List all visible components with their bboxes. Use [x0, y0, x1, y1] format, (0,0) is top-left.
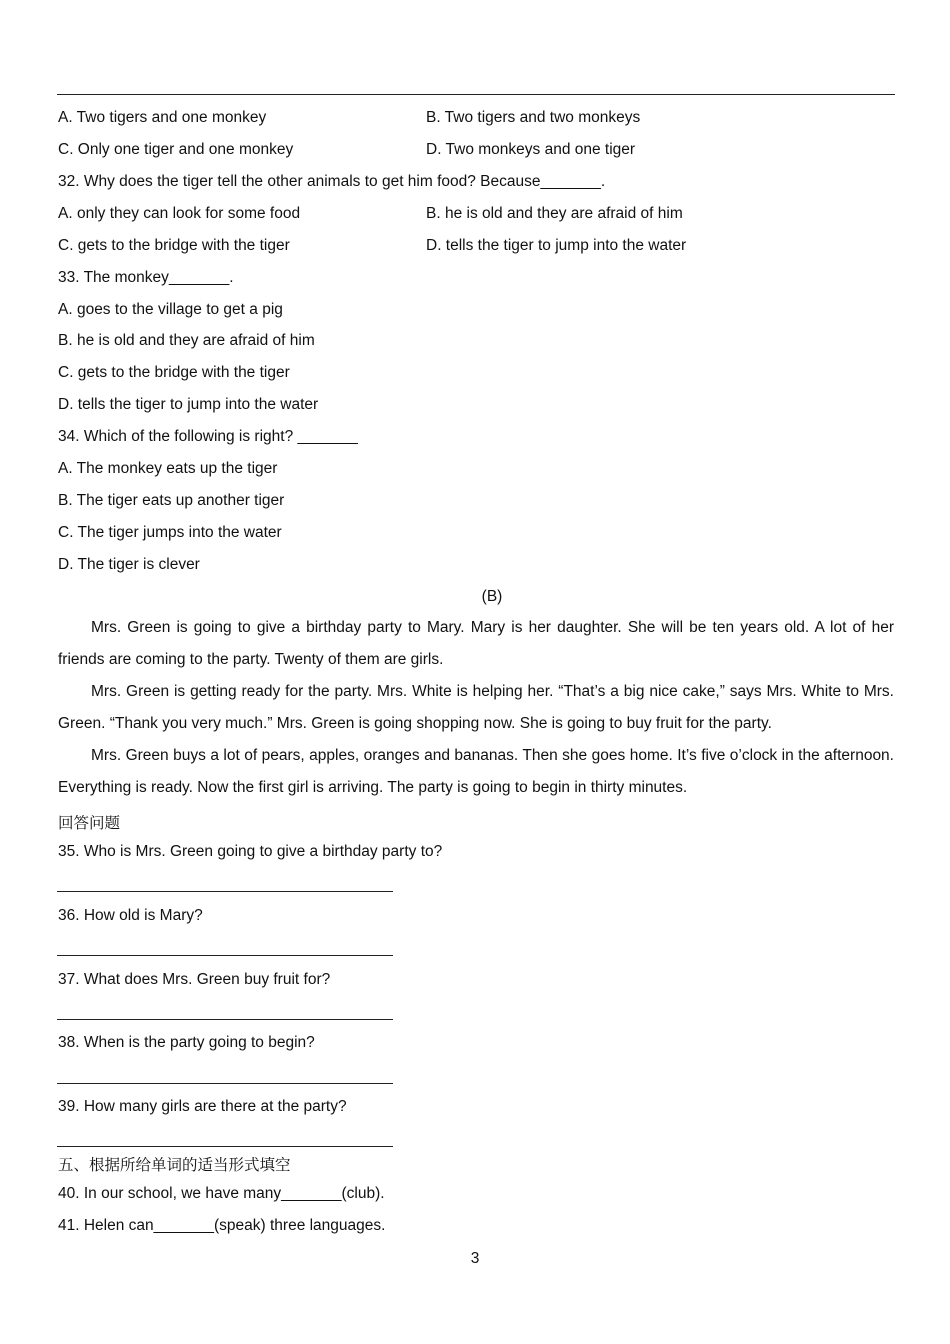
q38-stem: 38. When is the party going to begin? — [58, 1034, 315, 1051]
q34-option-a: A. The monkey eats up the tiger — [58, 460, 278, 477]
q34-option-c: C. The tiger jumps into the water — [58, 524, 282, 541]
q31-option-c: C. Only one tiger and one monkey — [58, 141, 294, 158]
q38-answer-line[interactable] — [57, 1083, 393, 1084]
section-b-label: (B) — [481, 588, 503, 605]
q32-option-a: A. only they can look for some food — [58, 205, 301, 222]
header-rule — [57, 94, 895, 95]
q36-stem: 36. How old is Mary? — [58, 907, 203, 924]
passage-paragraph-2 — [58, 676, 894, 740]
q35-answer-line[interactable] — [57, 891, 393, 892]
q33-option-c: C. gets to the bridge with the tiger — [58, 364, 290, 381]
passage-paragraph-1 — [58, 612, 894, 676]
passage-paragraph-1-text: Mrs. Green is going to give a birthday party to Mary. Mary is her daughter. She will be ten years old. A lot of her friends are coming to the party. Twenty of them are girls. — [58, 619, 894, 668]
q34-option-d: D. The tiger is clever — [58, 556, 200, 573]
q33-option-a: A. goes to the village to get a pig — [58, 301, 283, 318]
q34-stem: 34. Which of the following is right? _______ — [58, 428, 358, 445]
q40-stem: 40. In our school, we have many_______(club). — [58, 1185, 385, 1202]
q35-stem: 35. Who is Mrs. Green going to give a birthday party to? — [58, 843, 443, 860]
q33-option-b: B. he is old and they are afraid of him — [58, 332, 315, 349]
q37-answer-line[interactable] — [57, 1019, 393, 1020]
q32-option-c: C. gets to the bridge with the tiger — [58, 237, 290, 254]
q33-option-d: D. tells the tiger to jump into the water — [58, 396, 319, 413]
q31-option-d: D. Two monkeys and one tiger — [426, 141, 636, 158]
q32-stem: 32. Why does the tiger tell the other animals to get him food? Because_______. — [58, 173, 606, 190]
q32-option-d: D. tells the tiger to jump into the water — [426, 237, 687, 254]
answer-section-heading: 回答问题 — [58, 815, 121, 832]
q33-stem: 33. The monkey_______. — [58, 269, 234, 286]
q39-stem: 39. How many girls are there at the party? — [58, 1098, 347, 1115]
section5-heading: 五、根据所给单词的适当形式填空 — [58, 1157, 291, 1174]
q41-stem: 41. Helen can_______(speak) three languages. — [58, 1217, 386, 1234]
q34-option-b: B. The tiger eats up another tiger — [58, 492, 285, 509]
page-number: 3 — [470, 1250, 480, 1267]
q31-option-b: B. Two tigers and two monkeys — [426, 109, 641, 126]
q32-option-b: B. he is old and they are afraid of him — [426, 205, 683, 222]
q36-answer-line[interactable] — [57, 955, 393, 956]
passage-paragraph-3-text: Mrs. Green buys a lot of pears, apples, oranges and bananas. Then she goes home. It’s five o’clock in the afternoon. Everything is ready. Now the first girl is arriving. The party is going to begin in thirty minutes. — [58, 747, 894, 796]
passage-paragraph-2-text: Mrs. Green is getting ready for the party. Mrs. White is helping her. “That’s a big nice cake,” says Mrs. White to Mrs. Green. “Thank you very much.” Mrs. Green is going shopping now. She is going to buy fruit for the party. — [58, 683, 894, 732]
passage-paragraph-3 — [58, 740, 894, 804]
q39-answer-line[interactable] — [57, 1146, 393, 1147]
q31-option-a: A. Two tigers and one monkey — [58, 109, 267, 126]
q37-stem: 37. What does Mrs. Green buy fruit for? — [58, 971, 331, 988]
